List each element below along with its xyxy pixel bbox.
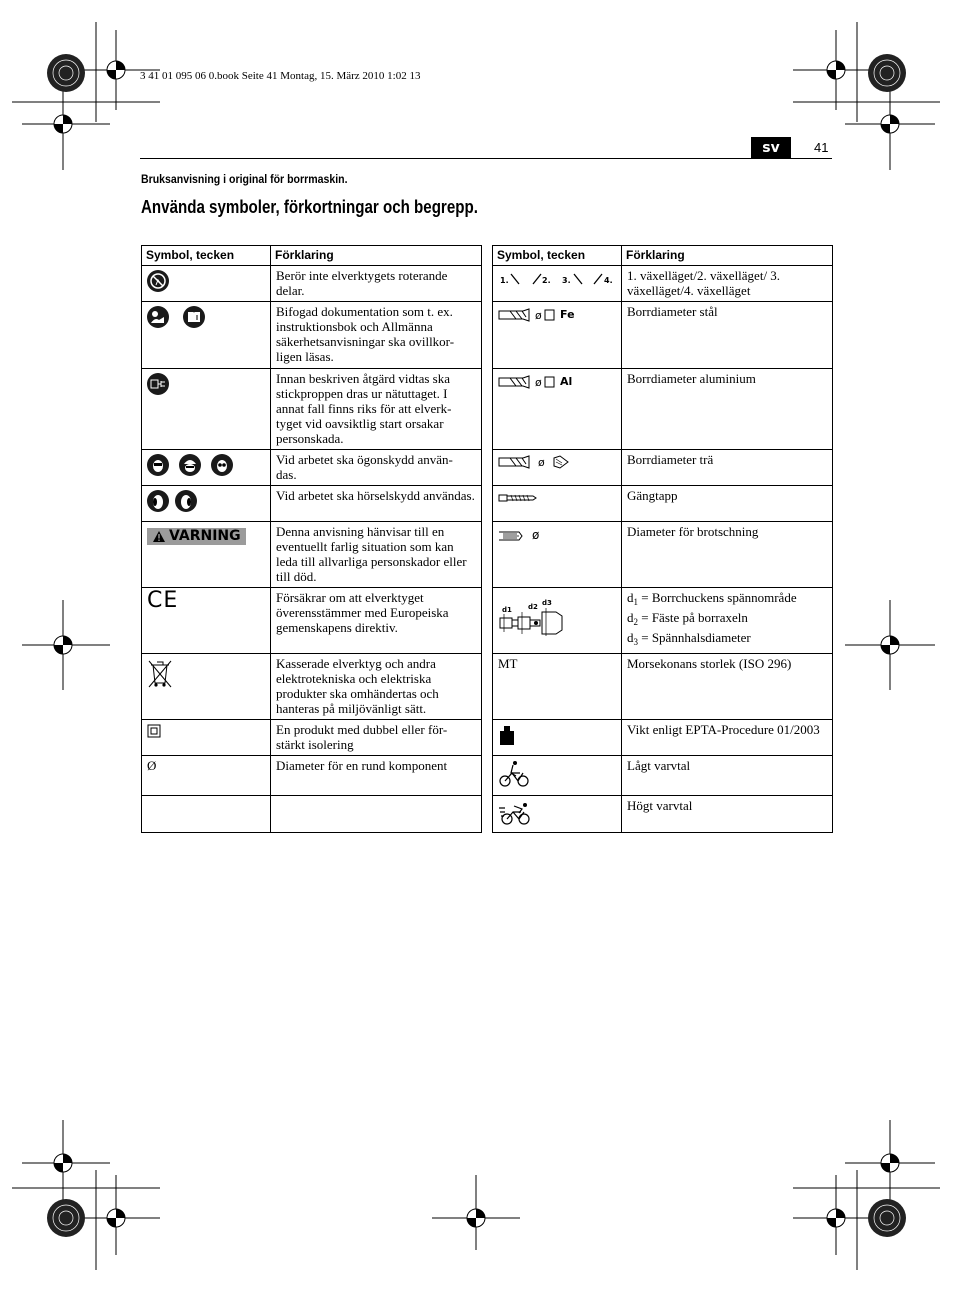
tap-icon [498,491,538,505]
language-badge: sv [751,137,791,159]
drill-wood-icon [498,455,578,469]
print-info: 3 41 01 095 06 0.book Seite 41 Montag, 15. März 2010 1:02 13 [140,70,421,82]
gear-label: 2. [542,276,551,285]
symbol-cell [142,369,271,450]
chuck-line-d2: $d_2$ = Fäste på borraxeln [627,610,748,627]
symbol-cell [493,266,622,302]
table-row [142,450,833,486]
explanation-cell: Gängtapp [622,486,833,522]
explanation-cell: Högt varvtal [622,796,833,833]
drill-steel-icon [498,308,556,322]
symbol-cell [493,302,622,369]
diameter-sign: ø [535,375,542,389]
gear-positions-icon [498,270,616,290]
diameter-sign: ø [532,528,540,542]
diameter-sign: ø [538,456,545,469]
table-row [142,720,833,756]
explanation-cell: Försäkrar om att elverktyget överensstämmer med Europeiska gemenskapens direktiv. [271,588,482,654]
explanation-cell: 1. växelläget/2. växelläget/ 3. växelläget/4. växelläget [622,266,833,302]
table-row [142,266,833,302]
column-header-explanation-left: Förklaring [271,246,482,266]
cyclist-fast-icon [498,800,532,826]
warning-label [147,528,246,545]
symbols-table [141,245,833,833]
column-header-symbol-right: Symbol, tecken [493,246,622,266]
diameter-sign: ø [535,308,542,322]
table-row [142,654,833,720]
symbol-cell [493,450,622,486]
no-touch-rotating-icon [147,270,169,292]
gear-label: 4. [604,276,613,285]
chuck-label: d1 [502,606,512,614]
warning-text: VARNING [169,528,241,544]
explanation-cell: Vid arbetet ska hörselskydd användas. [271,486,482,522]
cyclist-slow-icon [498,760,530,788]
explanation-cell: En produkt med dubbel eller för- stärkt isolering [271,720,482,756]
table-row [142,796,833,833]
column-header-symbol-left: Symbol, tecken [142,246,271,266]
symbol-cell [142,654,271,720]
explanation-cell: Vid arbetet ska ögonskydd använ- das. [271,450,482,486]
symbol-cell [493,756,622,796]
chuck-label: d3 [542,599,552,607]
reamer-icon [498,530,524,542]
table-row [142,369,833,450]
table-row [142,302,833,369]
symbol-cell [142,522,271,588]
table-row [142,522,833,588]
table-row [142,486,833,522]
explanation-cell: Borrdiameter aluminium [622,369,833,450]
table-header-row [142,246,833,266]
explanation-cell: Bifogad dokumentation som t. ex. instruktionsbok och Allmänna säkerhetsanvisningar ska ovillkor- ligen läsas. [271,302,482,369]
manual-book-icon [183,306,205,328]
unplug-icon [147,373,169,395]
face-shield-icon [147,454,169,476]
symbol-cell [493,369,622,450]
table-row [142,756,833,796]
explanation-cell: Morsekonans storlek (ISO 296) [622,654,833,720]
warning-triangle-icon [152,530,166,543]
symbol-cell [493,522,622,588]
weight-icon [498,725,516,747]
symbol-cell [493,720,622,756]
explanation-cell: Kasserade elverktyg och andra elektrotekniska och elektriska produkter ska omhändertas och hanteras på miljövänligt sätt. [271,654,482,720]
ce-mark-icon: CE [147,588,179,613]
symbol-cell [493,486,622,522]
symbol-cell: MT [493,654,622,720]
gear-label: 3. [562,276,571,285]
material-label: Al [560,375,573,388]
ear-protection-right-icon [175,490,197,512]
material-label: Fe [560,308,575,321]
table-row [142,588,833,654]
explanation-cell [271,796,482,833]
gear-label: 1. [500,276,509,285]
section-title: Använda symboler, förkortningar och begrepp. [141,197,478,217]
symbol-cell: Ø [142,756,271,796]
column-gap [482,246,493,266]
safety-goggles-icon [211,454,233,476]
explanation-cell: Borrdiameter trä [622,450,833,486]
symbol-cell [142,450,271,486]
symbol-cell [493,796,622,833]
chuck-line-d3: $d_3$ = Spännhalsdiameter [627,630,751,647]
explanation-cell: Lågt varvtal [622,756,833,796]
explanation-cell: Berör inte elverktygets roterande delar. [271,266,482,302]
chuck-label: d2 [528,603,538,611]
chuck-line-d1: $d_1$ = Borrchuckens spännområde [627,590,797,607]
explanation-cell: Borrdiameter stål [622,302,833,369]
symbol-cell [142,796,271,833]
read-manual-icon [147,306,169,328]
symbol-cell [142,588,271,654]
column-header-explanation-right: Förklaring [622,246,833,266]
double-insulation-icon [147,724,161,738]
page-number: 41 [814,140,829,155]
explanation-cell: Diameter för en rund komponent [271,756,482,796]
explanation-cell: Innan beskriven åtgärd vidtas ska stickproppen dras ur nätuttaget. I annat fall finns riks för att elverk- tyget vid oavsiktlig start orsakar personskada. [271,369,482,450]
chuck-dimensions-icon [498,596,570,636]
symbol-cell [142,720,271,756]
symbol-cell [142,266,271,302]
explanation-cell: Diameter för brotschning [622,522,833,588]
explanation-cell: Vikt enligt EPTA-Procedure 01/2003 [622,720,833,756]
helmet-goggles-icon [179,454,201,476]
crossed-bin-icon [147,659,173,689]
manual-subtitle: Bruksanvisning i original för borrmaskin. [141,172,348,186]
header-rule [140,158,832,159]
symbol-cell [142,486,271,522]
ear-protection-left-icon [147,490,169,512]
drill-aluminium-icon [498,375,556,389]
explanation-cell: Denna anvisning hänvisar till en eventuellt farlig situation som kan leda till allvarliga personskador eller till död. [271,522,482,588]
symbol-cell [142,302,271,369]
symbol-cell [493,588,622,654]
explanation-cell [622,588,833,654]
